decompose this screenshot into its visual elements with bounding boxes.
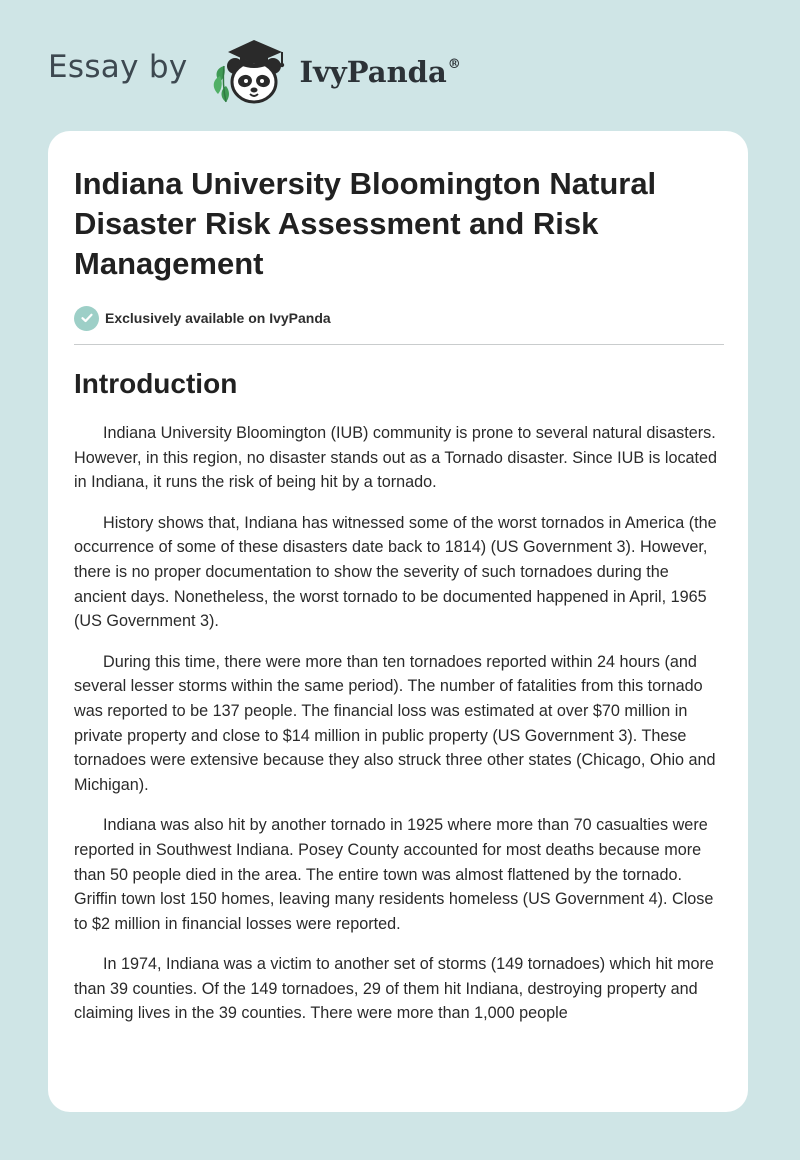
registered-mark: ® (447, 57, 461, 72)
brand-name (300, 55, 461, 89)
section-heading-introduction: Introduction (74, 368, 238, 399)
brand-header[interactable] (48, 36, 461, 106)
paragraph: Indiana University Bloomington (IUB) community is prone to several natural disasters. However, in this region, no disaster stands out as a Tornado disaster. Since IUB is located in Indiana, it runs the risk of being hit by a tornado. (74, 424, 718, 492)
essay-body (74, 421, 724, 1026)
paragraph: In 1974, Indiana was a victim to another set of storms (149 tornadoes) which hit more than 39 counties. Of the 149 tornadoes, 29 of them hit Indiana, destroying property and claiming lives in the 39 counties. There were more than 1,000 people (74, 955, 714, 1023)
check-mark-icon (80, 311, 94, 325)
essay-by-label: Essay by (48, 49, 188, 85)
essay-title: Indiana University Bloomington Natural Disaster Risk Assessment and Risk Management (74, 166, 657, 281)
paragraph: History shows that, Indiana has witnessed some of the worst tornados in America (the occurrence of some of these disasters date back to 1814) (US Government 3). However, there is no proper documentation to show the severity of such tornadoes during the ancient days. Nonetheless, the worst tornado to be documented happened in April, 1965 (US Government 3). (74, 513, 717, 631)
essay-card (48, 131, 748, 1112)
essay-content (74, 164, 724, 1042)
brand-name-text: IvyPanda (299, 55, 447, 89)
title-divider (74, 344, 724, 345)
paragraph: Indiana was also hit by another tornado in 1925 where more than 70 casualties were reported in Southwest Indiana. Posey County accounted for most deaths because more than 50 people died in the area. The entire town was almost flattened by the tornado. Griffin town lost 150 homes, leaving many residents homeless (US Government 4). Close to $2 million in financial losses were reported. (74, 816, 714, 933)
check-circle-icon (74, 306, 99, 331)
exclusive-badge-text: Exclusively available on IvyPanda (105, 310, 331, 326)
paragraph: During this time, there were more than ten tornadoes reported within 24 hours (and several lesser storms within the same period). The number of fatalities from this tornado was reported to be 137 people. The financial loss was estimated at over $70 million in private property and close to $14 million in public property (US Government 3). These tornadoes were extensive because they also struck three other states (Chicago, Ohio and Michigan). (74, 652, 716, 794)
panda-logo-icon (202, 36, 294, 106)
exclusive-badge (74, 304, 724, 332)
